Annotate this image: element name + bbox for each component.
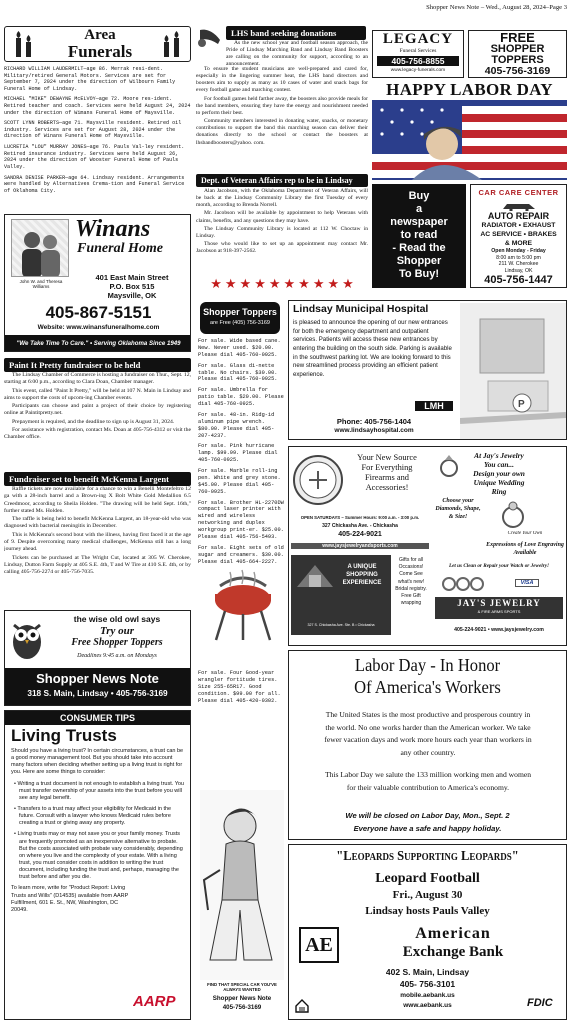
star-icon: ★ <box>283 276 296 291</box>
star-icon: ★ <box>268 276 281 291</box>
svg-text:P: P <box>518 399 525 410</box>
classified-item: For sale. Eight sets of old sugar and creamers. $30.00. Please dial 405-664-2227. <box>198 544 284 565</box>
veterans-heading: Dept. of Veteran Affairs rep to be in Lindsay <box>196 174 368 187</box>
classified-item: For sale. Umbrella for patio table. $20.00. Please dial 405-760-0925. <box>198 387 284 407</box>
game-teams: Lindsay hosts Pauls Valley <box>365 905 490 917</box>
lhs-band-article-cont <box>196 66 368 171</box>
candle-icon <box>9 29 39 61</box>
visa-badge: VISA <box>515 579 539 587</box>
shopper-address: 318 S. Main, Lindsay • 405-756-3169 <box>27 688 168 698</box>
winans-website: Website: www.winansfuneralhome.com <box>37 324 160 331</box>
classified-item: For sale. Wide based cane. New. Never used. $20.00. Please dial 405-760-0925. <box>198 338 281 358</box>
paint-heading: Paint It Pretty fundraiser to be held <box>4 358 191 372</box>
jewelry-contact: 405-224-9021 • www.jaysjewelry.com <box>454 627 544 633</box>
funerals-title-1: Area <box>84 28 116 43</box>
paragraph: The Lindsay Community Library is located at 112 W. Choctaw in Lindsay. <box>196 225 368 239</box>
jewelry-head: Ring <box>491 487 507 496</box>
jays-address: 327 Chickasha Ave. - Chickasha <box>322 523 398 529</box>
car-ad-name: Shopper News Note <box>212 995 272 1002</box>
paragraph: As the new school year and football season approach, the Pride of Lindsay Marching Band and Lindsay Band Boosters are calling on the community for support, according to an announcement. <box>226 40 368 66</box>
car-care-ad <box>470 184 567 288</box>
owl-deadline: Deadlines 9:45 a.m. on Mondays <box>77 653 157 659</box>
funeral-notice: SANDRA DENISE PARKER—age 64. Lindsay resident. Arrangements were handled by Alternatives Crema-tion and Funeral Service of Oklahoma City. <box>4 174 185 194</box>
car-care-city: Lindsay, OK <box>504 267 533 274</box>
photo-caption: John W. and Theresa Williams <box>19 279 63 289</box>
running-head: Shopper News Note – Wed., August 28, 2024–Page 3 <box>426 4 567 11</box>
bank-name2: Exchange Bank <box>402 944 504 960</box>
tips-bullet-text: Transfers to a trust may affect your eligibility for Medicaid in the future. Consult with a lawyer who knows Medicaid rules before creating a trust or giving away any property. <box>17 805 172 827</box>
and-more: & MORE <box>504 240 533 247</box>
create-text: Create Your Own <box>507 531 543 536</box>
tips-bullet: • Transfers to a trust may affect your eligibility for Medicaid in the future. Consult with a lawyer who knows Medicaid rules before creating a trust or giving away any property. <box>14 805 172 827</box>
radiator: RADIATOR • EXHAUST <box>481 222 556 229</box>
owl-icon <box>9 615 45 661</box>
legacy-ad <box>372 30 464 78</box>
jays-title: For Everything <box>361 463 413 472</box>
candle-icon <box>157 29 187 61</box>
buy-line: To Buy! <box>398 268 440 280</box>
labor-day-title2: Of America's Workers <box>354 677 501 697</box>
star-icon: ★ <box>312 276 325 291</box>
labor-day-article <box>288 650 567 840</box>
jewelry-head: You can... <box>484 460 514 469</box>
jays-badge-icon <box>295 457 341 503</box>
shopper-label: SHOPPER <box>490 43 545 55</box>
paragraph: Participants can choose and paint a project of their choice by registering online at Paintitpretty.net. <box>4 403 191 417</box>
toppers-label: TOPPERS <box>491 54 544 66</box>
happy-labor-day-banner: HAPPY LABOR DAY <box>386 80 553 99</box>
tips-bullet: • Writing a trust document is not enough to establish a living trust. You must transfer ownership of your assets into the trust before you will see any legal benefit. <box>14 780 184 801</box>
hospital-ad <box>288 300 567 440</box>
classified-item: For sale. Marble roll-ing pen. White and grey stone. $45.00. Please dial 405-760-0925. <box>198 468 281 495</box>
paragraph: Community members interested in donating water, snacks, or monetary contributions to support the band this marching season can deliver their donations directly to the school or contact the boosters at lhsbandboosters@yahoo. com. <box>196 118 368 146</box>
classified-item: For sale. Pink hurricane lamp. $99.99. Please dial 405-760-0925. <box>198 443 278 464</box>
leopards-bank-ad <box>288 844 567 1020</box>
buy-line: Shopper <box>396 255 442 267</box>
jewelry-name-banner <box>435 597 563 619</box>
bank-address: 402 S. Main, Lindsay <box>385 967 470 977</box>
toppers-subtitle: are Free (405) 756-3169 <box>210 320 270 326</box>
winans-address: 401 East Main Street <box>95 273 169 282</box>
lhs-band-article <box>226 40 368 66</box>
paragraph: The raffle is being held to benefit McKenna Largent, an 18-year-old who was diagnosed with bacterial meningitis in December. <box>4 516 191 530</box>
toppers-title: Shopper Toppers <box>203 307 277 317</box>
bank-phone: 405- 756-3101 <box>399 979 456 989</box>
auto-repair: AUTO REPAIR <box>487 211 550 221</box>
gifts-text: Gifts for all Occasions! Come See what's new! Bridal registry. Free Gift wrapping <box>395 557 427 607</box>
tips-bullet-text: Writing a trust document is not enough to establish a living trust. You must transfer ownership of your assets into the trust before you will see any legal benefit. <box>17 780 184 801</box>
star-icon: ★ <box>210 276 222 291</box>
paragraph: Those who would like to set up an appointment may contact Mr. Jacobson at 918-397-2562. <box>196 241 368 255</box>
winans-city: Maysville, OK <box>107 291 157 300</box>
buy-line: a <box>415 203 423 215</box>
buy-newspaper-box <box>372 184 466 288</box>
winans-ad <box>4 214 191 352</box>
car-icon <box>499 201 539 211</box>
owners-photo <box>11 219 69 277</box>
star-icon: ★ <box>327 276 340 291</box>
grill-icon <box>200 566 286 646</box>
classified-item: For sale. Brother HL-2270DW compact laser printer with wired and wireless networking and duplex workgroup print-er. $25.00. Please dial 405-756-5493. <box>198 499 284 540</box>
store-logo-icon <box>295 561 335 591</box>
jays-logo <box>293 455 343 505</box>
winans-brand: Winans <box>75 217 151 241</box>
jays-hours: OPEN SATURDAYS – Summer Hours: 9:00 a.m. - 3:00 p.m. <box>300 515 420 520</box>
car-ad-caption: FIND THAT SPECIAL CAR YOU'VE ALWAYS WANTED <box>207 982 277 992</box>
hospital-site: www.lindsayhospital.com <box>334 427 414 434</box>
classified-item: For sale. Four Good-year wrangler fortitude tires. Size 255-65R17. Good condition. $99.00 for all. Please dial 405-420-0302. <box>198 670 281 704</box>
shopper-name: Shopper News Note <box>36 671 159 686</box>
paragraph: This event, called "Paint It Pretty," will be held at 107 N. Main in Lindsay and aims to support the costs of upcom-ing Chamber events. <box>4 387 191 401</box>
car-care-address: 211 W. Cherokee <box>498 261 539 267</box>
paragraph: For football games held farther away, the boosters also provide meals for the band members, ensuring they have the energy and nourishment needed to perform their best. <box>196 95 368 116</box>
safe-holiday: Everyone have a safe and happy holiday. <box>353 824 502 833</box>
labor-day-p2: This Labor Day we salute the 133 million working men and women for their valuable contribution to America's economy. <box>324 770 532 792</box>
jays-ad <box>288 446 567 646</box>
legacy-name: LEGACY <box>382 31 454 47</box>
unique-shopping-box <box>291 555 391 635</box>
fdic-logo: FDIC <box>527 997 553 1009</box>
tips-outro: To learn more, write for "Product Report: Living Trusts and Wills" (D14535) available from AARP Fulfillment, 601 E. St., NW, Washington, DC 20049. <box>11 885 129 913</box>
funerals-title-2: Funerals <box>67 42 133 60</box>
jays-title: Your New Source <box>357 453 417 462</box>
free-toppers-ad <box>468 30 567 78</box>
paragraph: Mr. Jacobson will be available by appointment to help Veterans with claims, benefits, and any questions they may have. <box>196 210 368 224</box>
star-icon: ★ <box>298 276 310 291</box>
free-label: FREE <box>500 30 535 45</box>
star-icon: ★ <box>254 276 266 291</box>
jewelry-head: Unique Wedding <box>473 478 525 487</box>
paragraph: Alan Jacobson, with the Oklahoma Department of Veteran Affairs, will be back at the Lindsay Community Library the first Tuesday of every month, according to Brenda Norrell. <box>196 188 368 209</box>
bank-logo: AE <box>299 927 339 963</box>
owl-line2: Try our <box>99 625 135 637</box>
funeral-notice: LUCRETIA "LOU" MURRAY JONES—age 76. Pauls Val-ley resident. Retired insurance industry. Services were held August 26, 2024 under the direction of Wooster Funeral Home of Pauls Valley. <box>4 144 185 170</box>
jewelry-head: Design your own <box>473 469 525 478</box>
jays-site: www.jaysjewelryandsports.com <box>291 543 429 549</box>
classified-item: For sale. Glass di-nette table. No chairs. $30.00. Please dial 405-760-0925. <box>198 362 278 383</box>
tips-intro: Should you have a living trust? In certain circumstances, a trust can be a good money management tool. But you should take into account many factors when deciding whether setting up a living trust is right for you. Here are some things to consider: <box>11 748 184 776</box>
free-toppers-phone: 405-756-3169 <box>484 65 551 77</box>
winans-po-box: P.O. Box 515 <box>109 282 155 291</box>
paragraph: This is McKenna's second bout with the illness, having first faced it at the age of 9. Despite overcoming many medical challenges, McKenna still has a long journey ahead. <box>4 531 191 553</box>
band-icon <box>196 26 224 48</box>
jewelry-name: JAY'S JEWELRY <box>457 598 541 608</box>
paragraph: To ensure the student musicians are well-prepared and cared for, especially in the lingering summer heat, the LHS band directors and boosters aim to supply as many as 10 cases of water and snack bags for every football game and marching contest. <box>196 66 368 94</box>
ring-icon <box>435 453 463 477</box>
car-ad-phone: 405-756-3169 <box>222 1004 262 1011</box>
hospital-body: is pleased to announce the opening of our new entrances for both the emergency department and outpatient services. Patients will access these new entrances by entering the building on the south side. Parking is available in the southwest parking lot. We are looking forward to this new streamlined process providing an efficient patient experience. <box>293 319 452 378</box>
star-icon: ★ <box>342 276 354 291</box>
buy-line: newspaper <box>390 216 448 228</box>
mckenna-heading: Fundraiser set to beneift McKenna Largent <box>4 472 191 486</box>
jewelry-head: At Jay's Jewelry <box>474 451 524 460</box>
winans-phone: 405-867-5151 <box>45 303 152 322</box>
jewelry-sub: & FIRE ARMS SPORTS <box>477 609 521 614</box>
watch-text: Let us Clean or Repair your Watch or Jewelry! <box>448 563 550 569</box>
winans-brand-sub: Funeral Home <box>77 242 163 256</box>
mckenna-article <box>4 486 191 604</box>
patriotic-worker-illustration <box>372 100 567 180</box>
legacy-phone: 405-756-8855 <box>377 56 459 66</box>
leopards-banner: "Leopards Supporting Leopards" <box>336 849 519 864</box>
jays-title: Firearms and <box>365 473 409 482</box>
unique-label: A UNIQUE SHOPPING EXPERIENCE <box>342 564 382 586</box>
funeral-notices <box>4 66 191 214</box>
aarp-logo: AARP <box>133 993 176 1010</box>
bank-mobile: mobile.aebank.us <box>400 992 455 999</box>
toppers-list-cont <box>198 670 284 720</box>
funeral-notice: SCOTT LYNN ROBERTS—age 71. Maysville resident. Retired oil industry. Services are set for August 28, 2024 under the direction of Winans Funeral Home of Maysville. <box>4 120 182 140</box>
jays-title: Accessories! <box>365 483 409 492</box>
funeral-notice: MICHAEL "MIKE" DEWAYNE McELVOY—age 72. Moore res-ident. Retired teacher and coach. Services were held August 24, 2024 under the direction of Wimans Funeral Home of Maysville. <box>4 96 191 116</box>
area-funerals-box <box>4 26 191 62</box>
star-icon: ★ <box>239 276 252 291</box>
bank-name1: American <box>415 925 491 942</box>
star-icon: ★ <box>224 276 237 291</box>
jays-phone: 405-224-9021 <box>338 531 382 538</box>
buy-line: Buy <box>408 190 430 202</box>
hospital-title: Lindsay Municipal Hospital <box>293 303 429 315</box>
consumer-tips-title: Living Trusts <box>11 726 117 745</box>
funeral-notice: RICHARD WILLIAM LAUDERMILT—age 86. Merrak resi-dent. Military/retired General Motors. Services are set for September 7, 2024 under the direction of Wilbourn Family Funeral Home of Lindsay. <box>4 66 176 92</box>
consumer-tips <box>4 710 191 1020</box>
legacy-sub: Funeral Services <box>399 48 437 54</box>
tips-bullet-text: Living trusts may or may not save you or your family money. Trusts are frequently promoted as an inexpensive alternative to probate. But the costs associated with probate vary considerably, depending on where you live and the complexity of your estate. With a living trust, you must consider costs in addition to writing the trust document, including funding the trust and, perhaps, managing the trust before and after you die. <box>17 831 183 881</box>
choose-text: Choose your Diamonds, Shape, & Size! <box>435 498 481 520</box>
game-date: Fri., August 30 <box>392 889 463 901</box>
hospital-phone: Phone: 405-756-1404 <box>336 417 412 426</box>
equal-housing-icon <box>295 999 309 1013</box>
paragraph: The Lindsay Chamber of Commerce is hosting a fundraiser on Thur., Sept. 12, starting at 6:00 p.m., according to Clara Doan, Chamber manager. <box>4 372 191 386</box>
classified-item: For sale. 48-in. Ridg-id aluminum pipe wrench. $80.00. Please dial 405-207-4237. <box>198 411 275 439</box>
paragraph: Tickets can be purchased at The Wright Cut, located at 305 W. Cherokee, Lindsay, Dutton Farm Supply at 405 S.E. 4th, T and W Tire at 410 S.E. 4th, or by calling 405-756-2274 or 405-756-7035. <box>4 554 191 576</box>
paragraph: For assistance with registration, contact Ms. Doan at 405-756-4312 or visit the Chamber office. <box>4 427 191 441</box>
people-photo-icon <box>12 220 69 277</box>
winans-slogan: "We Take Time To Care." • Serving Oklahoma Since 1949 <box>5 335 191 352</box>
leopard-football: Leopard Football <box>375 871 480 886</box>
lhs-band-heading: LHS band seeking donations <box>226 26 366 40</box>
buy-line: to read <box>400 229 438 241</box>
find-car-ad <box>200 790 284 1022</box>
ac-service: AC SERVICE • BRAKES <box>480 231 557 238</box>
tips-bullet: • Living trusts may or may not save you or your family money. Trusts are frequently promoted as an inexpensive alternative to probate. But the costs associated with probate vary considerably, depending on where you live and the complexity of your estate. With a living trust, you must consider costs in addition to writing the trust document, including funding the trust and, perhaps, managing the trust before and after you die. <box>14 831 183 881</box>
expressions-text: Expressions of Love Engraving Available <box>486 542 564 556</box>
legacy-site: www.legacy-funerals.com <box>390 68 446 73</box>
lmh-logo: LMH <box>415 401 453 411</box>
star-divider <box>196 276 368 292</box>
hospital-aerial-map <box>460 303 566 439</box>
shopper-toppers-header <box>200 302 280 334</box>
veterans-article <box>196 188 368 268</box>
paragraph: Raffle tickets are now available for a chance to win a Benelli Montefeltro 12 ga with a 28-inch barrel and a Brown-ing X Bolt White Gold Medallion 6.5 Creedmoor, according to Sheila Holden. "The drawing will be held Sept. 16th," further stated Ms. Holden. <box>4 486 191 514</box>
labor-day-title1: Labor Day - In Honor <box>354 655 501 675</box>
buy-line: - Read the <box>392 242 446 254</box>
owl-line3: Free Shopper Toppers <box>71 637 163 648</box>
owl-ad <box>4 610 191 706</box>
car-care-hours1: Open Monday - Friday <box>491 248 546 254</box>
owl-line1: the wise old owl says <box>73 614 161 624</box>
store-banner: 327 S. Chickasha Ave. Ste. B • Chickasha <box>307 623 375 627</box>
labor-day-p1: The United States is the most productive and prosperous country in the world. No one works harder than the American worker. We take fewer vacation days and work more hours each year than workers in any other country. <box>324 710 532 757</box>
consumer-tips-label: CONSUMER TIPS <box>5 711 190 725</box>
paragraph: Prepayment is required, and the deadline to sign up is August 31, 2024. <box>12 418 175 425</box>
bank-site: www.aebank.us <box>403 1002 452 1009</box>
car-care-phone: 405-756-1447 <box>484 274 553 286</box>
jewelry-rings-icon <box>439 575 489 593</box>
pinup-illustration <box>200 790 284 980</box>
car-care-hours2: 8:00 am to 5:00 pm <box>496 254 541 261</box>
car-care-title: CAR CARE CENTER <box>478 188 559 197</box>
ring-icon <box>493 499 533 529</box>
closed-notice: We will be closed on Labor Day, Mon., Sept. 2 <box>345 811 510 820</box>
paint-article <box>4 372 191 456</box>
